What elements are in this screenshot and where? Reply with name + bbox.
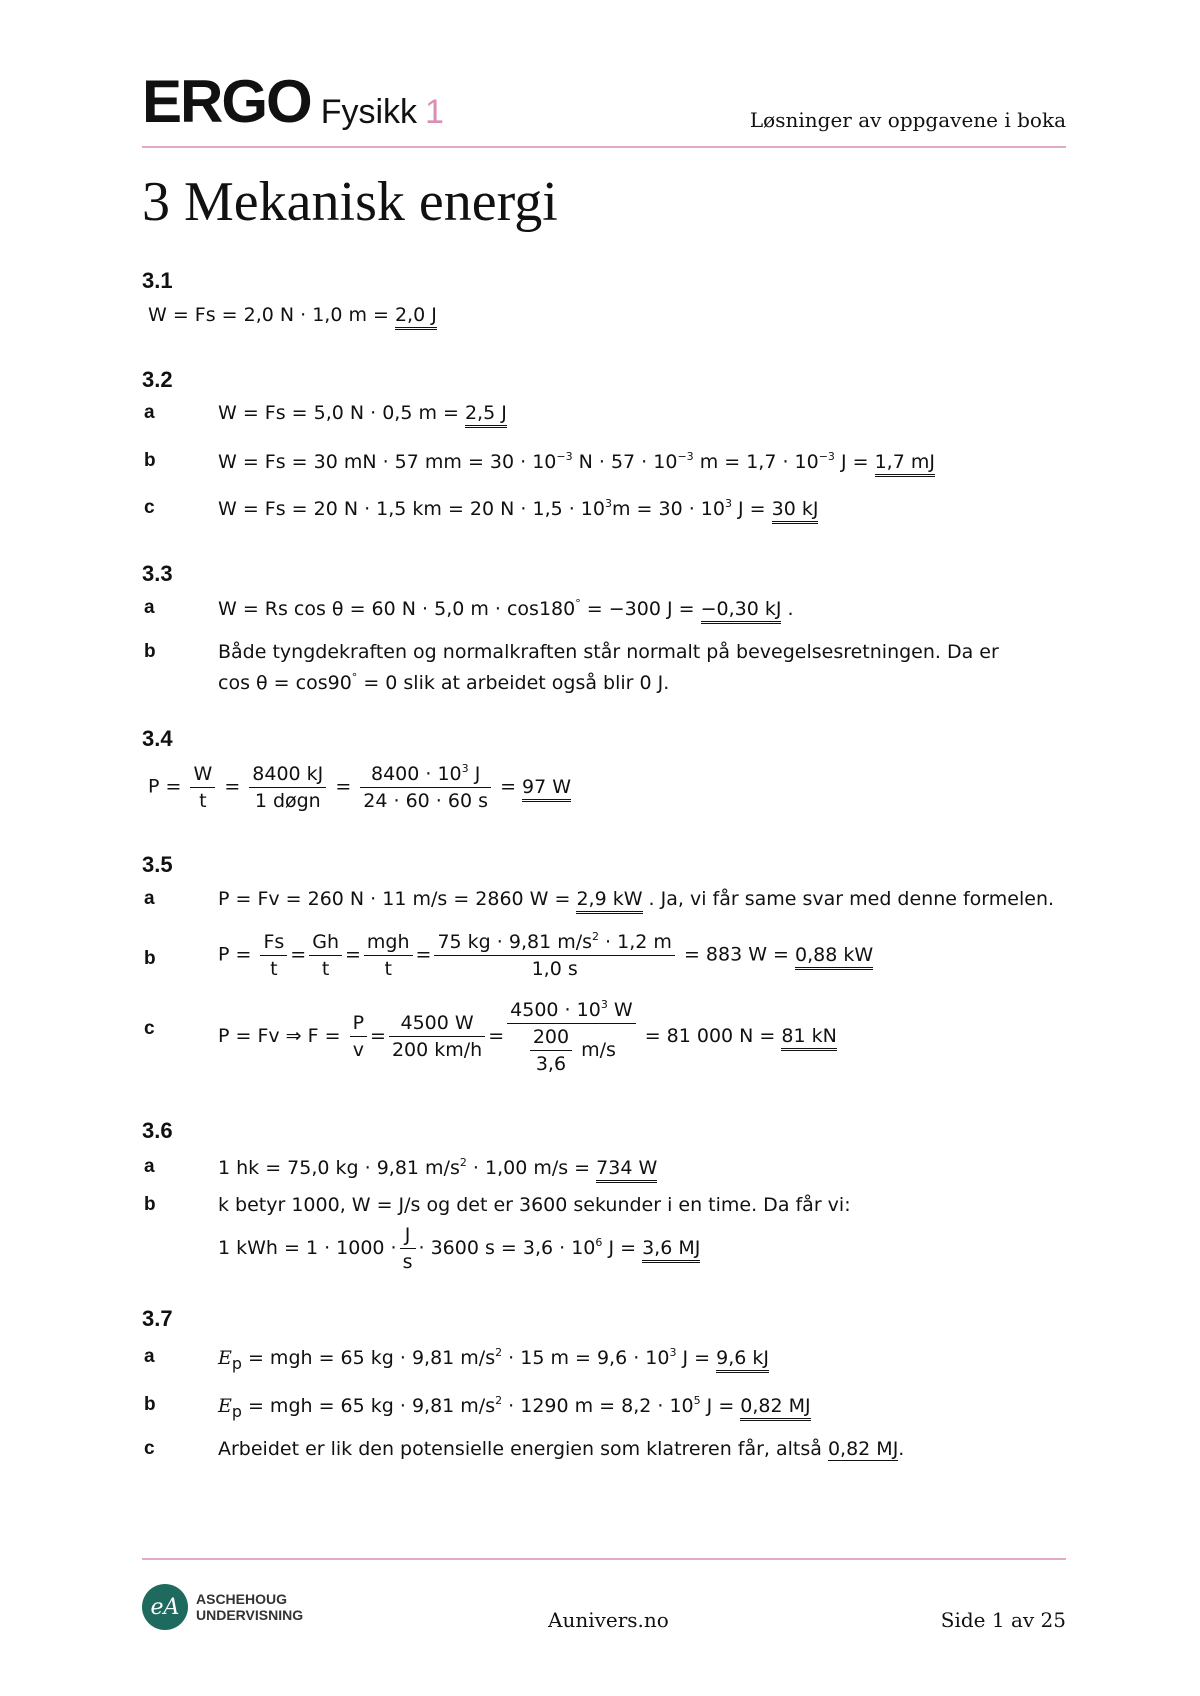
chapter-title: 3 Mekanisk energi bbox=[142, 171, 558, 233]
formula-3-1: W = Fs = 2,0 N · 1,0 m = 2,0 J bbox=[148, 304, 437, 326]
answer-3-6-b: 3,6 MJ bbox=[642, 1237, 700, 1263]
label-3-2-c: c bbox=[144, 497, 155, 518]
header-divider bbox=[142, 146, 1066, 148]
answer-3-2-c: 30 kJ bbox=[772, 498, 819, 524]
label-3-3-a: a bbox=[144, 597, 155, 618]
fraction-j-s: $\frac{8400 \cdot 10^3 J}{24 \cdot 60 \cdot 60 s}$ bbox=[360, 762, 491, 812]
section-heading-3-7: 3.7 bbox=[142, 1306, 173, 1331]
formula-3-6-b: 1 kWh = 1 · 1000 · $\frac{J}{s}$ · 3600 $s = 3,6 \cdot 10^6$ J = 3,6 MJ bbox=[218, 1224, 701, 1273]
formula-3-2-b: W = Fs = 30 mN · 57 mm = $30 \cdot 10^{-3}$ $N \cdot 57 \cdot 10^{-3}$ $m = 1,7 \cdot 10^{-3}$ J = 1,7 mJ bbox=[218, 450, 935, 473]
label-3-6-a: a bbox=[144, 1156, 155, 1177]
section-heading-3-3: 3.3 bbox=[142, 561, 173, 586]
aschehoug-logo: eA ASCHEHOUG UNDERVISNING bbox=[142, 1584, 303, 1630]
text-3-6-b-line1: k betyr 1000, W = J/s og det er 3600 sekunder i en time. Da får vi: bbox=[218, 1194, 851, 1216]
header-subtitle: Løsninger av oppgavene i boka bbox=[749, 108, 1066, 132]
label-3-5-c: c bbox=[144, 1018, 155, 1039]
text-3-3-b-line1: Både tyngdekraften og normalkraften står normalt på bevegelsesretningen. Da er bbox=[218, 641, 999, 663]
text-3-3-b-line2: cos θ = cos90° = 0 slik at arbeidet også blir 0 J. bbox=[218, 671, 670, 694]
fraction-w-t: $\frac{W}{t}$ bbox=[190, 763, 215, 812]
section-heading-3-4: 3.4 bbox=[142, 726, 173, 751]
formula-3-5-b: P = $\frac{Fs}{t}$ = $\frac{Gh}{t}$ = $\frac{\text{mgh}}{t}$ = $\frac{75 kg \cdot 9,81 m/s^2 \cdot 1,2 m}{1,0 s}$ = 883 W = 0,88 kW bbox=[218, 930, 874, 980]
answer-3-2-b: 1,7 mJ bbox=[875, 451, 935, 477]
answer-3-7-b: 0,82 MJ bbox=[740, 1395, 810, 1421]
label-3-7-c: c bbox=[144, 1438, 155, 1459]
label-3-5-b: b bbox=[144, 948, 156, 969]
formula-3-2-c: W = Fs = 20 N · 1,5 km = 20 $N \cdot 1,5 \cdot 10^3m = 30 \cdot 10^3$ J = 30 kJ bbox=[218, 497, 818, 520]
label-3-2-a: a bbox=[144, 402, 155, 423]
logo-fysikk: Fysikk bbox=[320, 93, 418, 131]
footer-divider bbox=[142, 1558, 1066, 1560]
fraction-kj-dogn: $\frac{8400 kJ}{\text{1 døgn}}$ bbox=[249, 763, 326, 812]
label-3-3-b: b bbox=[144, 641, 156, 662]
label-3-7-b: b bbox=[144, 1394, 156, 1415]
answer-3-7-c: 0,82 MJ bbox=[827, 1438, 899, 1460]
label-3-5-a: a bbox=[144, 888, 155, 909]
formula-3-4: P = $\frac{W}{t}$ = $\frac{8400 kJ}{\text{1 døgn}}$ = $\frac{8400 \cdot 10^3 J}{24 \cdot 60 \cdot 60 s}$ = 97 W bbox=[148, 762, 572, 812]
answer-3-5-a: 2,9 kW bbox=[576, 888, 642, 914]
formula-3-2-a: W = Fs = 5,0 N · 0,5 m = 2,5 J bbox=[218, 402, 507, 424]
label-3-6-b: b bbox=[144, 1194, 156, 1215]
answer-3-3-a: −0,30 kJ bbox=[701, 598, 782, 624]
answer-3-5-c: 81 kN bbox=[781, 1025, 836, 1051]
answer-3-7-a: 9,6 kJ bbox=[716, 1347, 769, 1373]
footer-url: Aunivers.no bbox=[548, 1608, 669, 1632]
formula-3-7-a: $E_p$ = mgh = 65 kg · 9,81 $m/s^2 \cdot 15$ $m = 9,6 \cdot 10^3$ J = 9,6 kJ bbox=[218, 1346, 769, 1373]
answer-3-1: 2,0 J bbox=[395, 304, 437, 330]
section-heading-3-6: 3.6 bbox=[142, 1118, 173, 1143]
answer-3-4: 97 W bbox=[522, 776, 571, 802]
page-number: Side 1 av 25 bbox=[940, 1608, 1066, 1632]
aschehoug-logo-icon: eA bbox=[142, 1584, 188, 1630]
ergo-fysikk-logo bbox=[142, 62, 444, 135]
answer-3-6-a: 734 W bbox=[596, 1157, 657, 1183]
answer-3-2-a: 2,5 J bbox=[465, 402, 507, 428]
section-heading-3-1: 3.1 bbox=[142, 268, 173, 293]
formula-3-6-a: 1 hk = 75,0 kg · 9,81 $m/s^2 \cdot 1,00$ m/s = 734 W bbox=[218, 1156, 657, 1179]
section-heading-3-5: 3.5 bbox=[142, 852, 173, 877]
logo-one: 1 bbox=[425, 93, 444, 131]
formula-3-5-a: P = Fv = 260 N · 11 m/s = 2860 W = 2,9 kW . Ja, vi får same svar med denne formelen. bbox=[218, 888, 1054, 910]
formula-3-3-a: W = Rs cos θ = 60 N · 5,0 m · cos180° = −300 J = −0,30 kJ . bbox=[218, 597, 794, 620]
formula-3-7-b: $E_p$ = mgh = 65 kg · 9,81 $m/s^2 \cdot 1290$ $m = 8,2 \cdot 10^5$ J = 0,82 MJ bbox=[218, 1394, 811, 1421]
answer-3-5-b: 0,88 kW bbox=[795, 944, 873, 970]
text-3-7-c: Arbeidet er lik den potensielle energien som klatreren får, altså 0,82 MJ. bbox=[218, 1438, 905, 1460]
section-heading-3-2: 3.2 bbox=[142, 367, 173, 392]
logo-ergo: ERGO bbox=[142, 68, 311, 135]
label-3-7-a: a bbox=[144, 1346, 155, 1367]
label-3-2-b: b bbox=[144, 450, 156, 471]
formula-3-5-c: P = Fv ⇒ F = $\frac{P}{v}$ = $\frac{4500 W}{200 km/h}$ = $4500 \cdot 10^3$ W $\frac{200}{3,6}$ m/s = 81 000 N = 81 kN bbox=[218, 998, 837, 1075]
